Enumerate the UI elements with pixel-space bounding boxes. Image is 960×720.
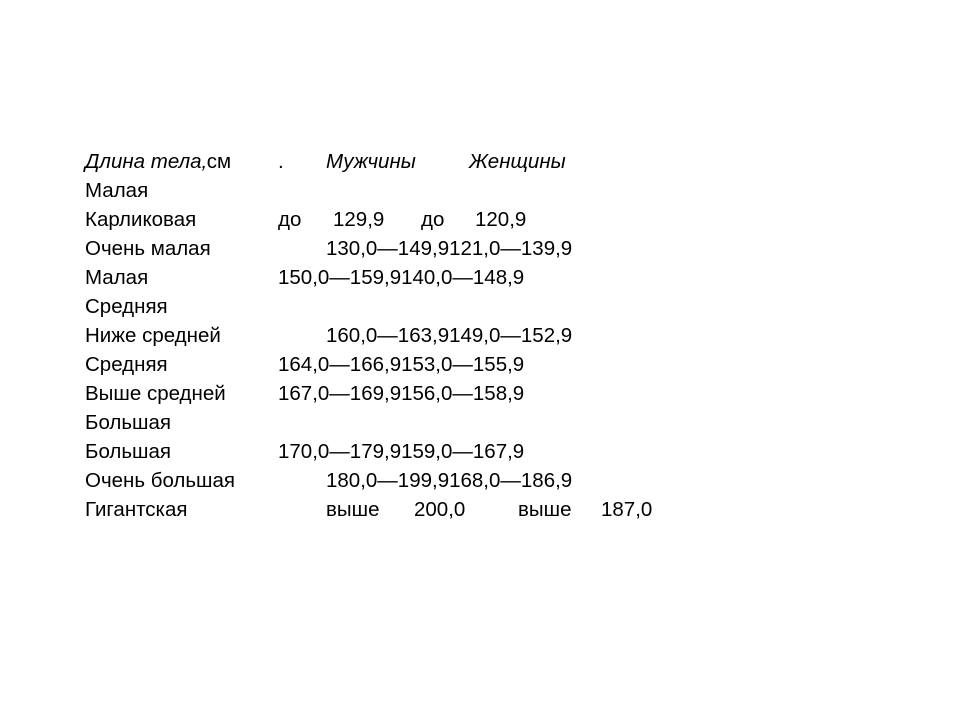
group-heading-medium bbox=[85, 294, 845, 320]
row-values: 130,0—149,9121,0—139,9 bbox=[326, 237, 573, 260]
row-values: 180,0—199,9168,0—186,9 bbox=[326, 469, 573, 492]
table-row-dwarf bbox=[85, 207, 845, 233]
group-heading-large bbox=[85, 410, 845, 436]
table-header bbox=[85, 149, 845, 175]
table-row-very-small bbox=[85, 236, 845, 262]
column-header-length: Длина тела, bbox=[85, 150, 208, 173]
row-label: Малая bbox=[85, 266, 149, 289]
table-row-giant bbox=[85, 497, 845, 523]
row-label: Карликовая bbox=[85, 208, 197, 231]
column-header-men: Мужчины bbox=[326, 150, 416, 173]
men-value: 129,9 bbox=[333, 208, 385, 231]
row-label: Выше средней bbox=[85, 382, 226, 405]
table-row-below-medium bbox=[85, 323, 845, 349]
men-prefix: до bbox=[278, 208, 302, 231]
table-row-large bbox=[85, 439, 845, 465]
row-values: 164,0—166,9153,0—155,9 bbox=[278, 353, 525, 376]
row-label: Средняя bbox=[85, 295, 168, 318]
table-row-above-medium bbox=[85, 381, 845, 407]
men-prefix: выше bbox=[326, 498, 380, 521]
row-label: Ниже средней bbox=[85, 324, 221, 347]
table-row-medium bbox=[85, 352, 845, 378]
women-value: 187,0 bbox=[601, 498, 653, 521]
women-prefix: выше bbox=[518, 498, 572, 521]
row-values: 150,0—159,9140,0—148,9 bbox=[278, 266, 525, 289]
row-values: 167,0—169,9156,0—158,9 bbox=[278, 382, 525, 405]
men-value: 200,0 bbox=[414, 498, 466, 521]
row-label: Большая bbox=[85, 440, 171, 463]
women-value: 120,9 bbox=[475, 208, 527, 231]
row-label: Очень большая bbox=[85, 469, 236, 492]
group-heading-small bbox=[85, 178, 845, 204]
row-label: Гигантская bbox=[85, 498, 188, 521]
column-header-women: Женщины bbox=[469, 150, 566, 173]
row-label: Очень малая bbox=[85, 237, 211, 260]
row-label: Средняя bbox=[85, 353, 168, 376]
women-prefix: до bbox=[421, 208, 445, 231]
row-values: 160,0—163,9149,0—152,9 bbox=[326, 324, 573, 347]
column-header-unit: см bbox=[201, 150, 232, 173]
column-header-dot: . bbox=[278, 150, 284, 173]
table-row-small bbox=[85, 265, 845, 291]
row-label: Малая bbox=[85, 179, 149, 202]
row-label: Большая bbox=[85, 411, 171, 434]
table-row-very-large bbox=[85, 468, 845, 494]
row-values: 170,0—179,9159,0—167,9 bbox=[278, 440, 525, 463]
